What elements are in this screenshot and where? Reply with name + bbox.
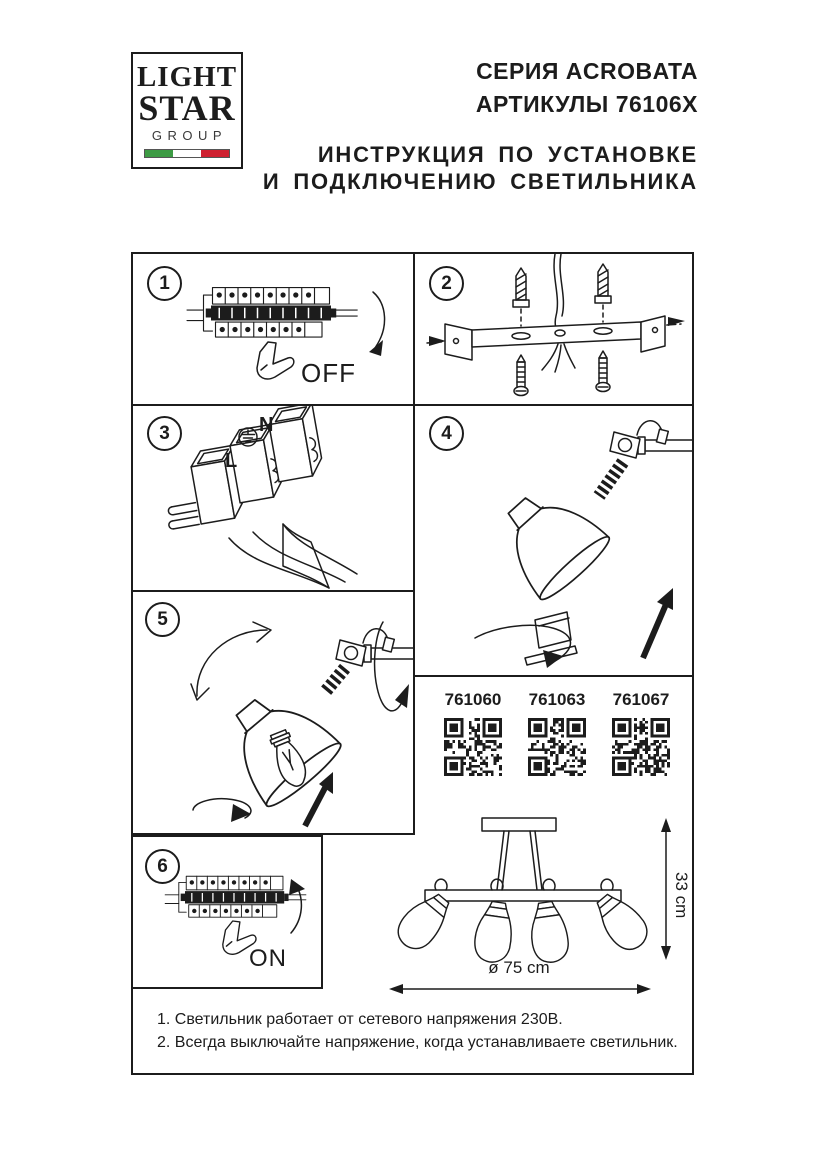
product-code: 761067 — [612, 690, 670, 709]
neutral-wire-label: N — [259, 414, 274, 436]
ground-icon — [237, 426, 259, 448]
qr-item — [527, 690, 587, 776]
bulb-installation-diagram — [133, 592, 413, 833]
flag-red-segment — [201, 150, 229, 157]
step-6-number: 6 — [145, 849, 180, 884]
step-5-number: 5 — [145, 602, 180, 637]
flag-green-segment — [145, 150, 173, 157]
dimension-arrow-horizontal — [389, 982, 651, 996]
qr-code-image — [528, 718, 586, 776]
height-dimension-label: 33 cm — [672, 871, 691, 919]
shade-assembly-diagram — [415, 406, 692, 675]
step-3-number: 3 — [147, 416, 182, 451]
logo-word-light: LIGHT — [136, 61, 238, 93]
logo-word-group: GROUP — [151, 128, 228, 143]
qr-item — [611, 690, 671, 776]
diameter-dimension-label: ø 75 cm — [488, 958, 550, 977]
note-line: 1. Светильник работает от сетевого напряжения 230В. — [157, 1011, 563, 1028]
breaker-on-diagram — [133, 837, 321, 985]
flag-white-segment — [173, 150, 201, 157]
logo-word-star: STAR — [138, 88, 236, 128]
instruction-title-line1: ИНСТРУКЦИЯ ПО УСТАНОВКЕ — [317, 142, 698, 167]
qr-item — [443, 690, 503, 776]
title-block — [476, 55, 698, 121]
safety-notes — [157, 1008, 678, 1054]
qr-code-image — [444, 718, 502, 776]
off-label: OFF — [301, 358, 356, 388]
articles-title: АРТИКУЛЫ 76106X — [475, 91, 698, 117]
series-title: СЕРИЯ ACROBATA — [476, 58, 698, 84]
bracket-mounting-diagram — [415, 254, 692, 404]
step-1-number: 1 — [147, 266, 182, 301]
italian-flag-icon — [144, 149, 230, 158]
breaker-off-diagram — [133, 254, 413, 404]
step-2-number: 2 — [429, 266, 464, 301]
on-label: ON — [249, 945, 287, 972]
qr-section — [443, 690, 671, 776]
instruction-title — [263, 141, 698, 195]
product-code: 761063 — [528, 690, 586, 709]
product-code: 761060 — [444, 690, 502, 709]
step-4-number: 4 — [429, 416, 464, 451]
live-wire-label: L — [225, 450, 238, 472]
note-line: 2. Всегда выключайте напряжение, когда устанавливаете светильник. — [157, 1034, 678, 1051]
instruction-title-line2: И ПОДКЛЮЧЕНИЮ СВЕТИЛЬНИКА — [262, 169, 698, 194]
instruction-grid — [131, 252, 694, 1075]
qr-code-image — [612, 718, 670, 776]
step-6-panel — [131, 835, 323, 989]
lightstar-logo — [131, 52, 243, 169]
panel4-bottom-divider — [413, 675, 692, 677]
